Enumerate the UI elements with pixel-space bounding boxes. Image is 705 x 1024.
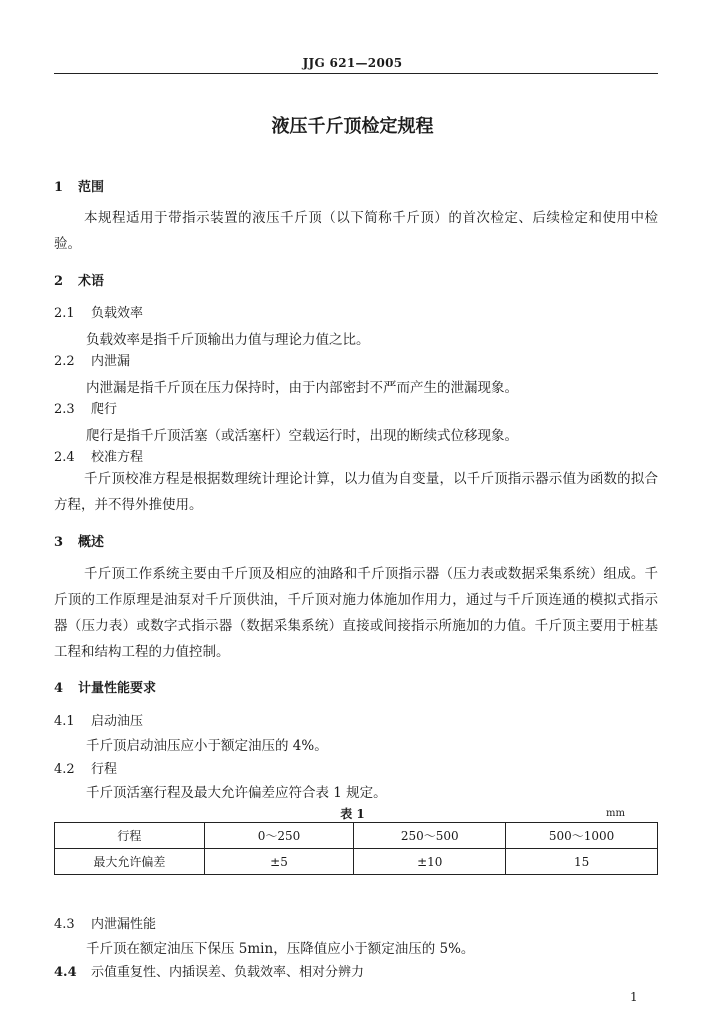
document-header: JJG 621—2005 (302, 56, 403, 70)
subsection-title: 内泄漏 (91, 354, 131, 369)
subsection-2-4-text: 千斤顶校准方程是根据数理统计理论计算，以力值为自变量，以千斤顶指示器示值为函数的拟合方程，并不得外推使用。 (54, 471, 658, 513)
section-number: 4 (54, 681, 64, 696)
subsection-2-2-heading (54, 350, 130, 369)
section-1-heading (54, 176, 104, 195)
subsection-title: 内泄漏性能 (91, 917, 157, 932)
section-title: 计量性能要求 (78, 681, 157, 696)
section-2-heading (54, 270, 104, 289)
table-cell: 0～250 (204, 823, 354, 849)
subsection-4-2-text: 千斤顶活塞行程及最大允许偏差应符合表 1 规定。 (86, 785, 387, 801)
subsection-title: 爬行 (91, 402, 118, 417)
subsection-4-4-heading (54, 961, 364, 980)
subsection-number: 4.2 (54, 762, 75, 777)
subsection-number: 4.4 (54, 965, 77, 980)
subsection-number: 2.2 (54, 354, 75, 369)
subsection-4-3-heading (54, 913, 156, 932)
subsection-title: 行程 (91, 762, 118, 777)
subsection-2-2-text: 内泄漏是指千斤顶在压力保持时，由于内部密封不严而产生的泄漏现象。 (86, 380, 518, 396)
subsection-number: 4.3 (54, 917, 75, 932)
table-cell: 15 (506, 849, 658, 875)
section-number: 1 (54, 180, 64, 195)
subsection-4-1-text: 千斤顶启动油压应小于额定油压的 4%。 (86, 738, 328, 754)
table-cell: ±10 (354, 849, 506, 875)
subsection-number: 2.1 (54, 306, 75, 321)
table-caption: 表 1 (340, 807, 365, 821)
table-row (55, 849, 658, 875)
subsection-title: 校准方程 (91, 450, 144, 465)
subsection-2-1-text: 负载效率是指千斤顶输出力值与理论力值之比。 (86, 332, 370, 348)
subsection-2-3-heading (54, 398, 117, 417)
table-cell: 250～500 (354, 823, 506, 849)
subsection-2-4-heading (54, 446, 143, 465)
subsection-4-1-heading (54, 710, 143, 729)
section-number: 2 (54, 274, 64, 289)
table-cell: 500～1000 (506, 823, 658, 849)
subsection-number: 2.4 (54, 450, 75, 465)
section-number: 3 (54, 535, 64, 550)
subsection-title: 负载效率 (91, 306, 144, 321)
subsection-number: 4.1 (54, 714, 75, 729)
table-cell: ±5 (204, 849, 354, 875)
header-rule (54, 73, 658, 74)
stroke-tolerance-table (54, 822, 658, 875)
section-1-text: 本规程适用于带指示装置的液压千斤顶（以下简称千斤顶）的首次检定、后续检定和使用中检验。 (54, 210, 658, 252)
section-3-text: 千斤顶工作系统主要由千斤顶及相应的油路和千斤顶指示器（压力表或数据采集系统）组成。千斤顶的工作原理是油泵对千斤顶供油，千斤顶对施力体施加作用力，通过与千斤顶连通的模拟式指示器（压力表）或数字式指示器（数据采集系统）直接或间接指示所施加的力值。千斤顶主要用于桩基工程和结构工程的力值控制。 (54, 566, 658, 660)
table-cell: 行程 (55, 823, 205, 849)
section-title: 范围 (78, 180, 105, 195)
page-title: 液压千斤顶检定规程 (271, 116, 434, 137)
page-number: 1 (630, 990, 638, 1004)
section-3-heading (54, 531, 104, 550)
table-unit: mm (606, 808, 625, 819)
subsection-number: 2.3 (54, 402, 75, 417)
subsection-2-1-heading (54, 302, 143, 321)
subsection-2-3-text: 爬行是指千斤顶活塞（或活塞杆）空载运行时，出现的断续式位移现象。 (86, 428, 518, 444)
subsection-4-3-text: 千斤顶在额定油压下保压 5min，压降值应小于额定油压的 5%。 (86, 941, 475, 957)
section-title: 术语 (78, 274, 105, 289)
table-row (55, 823, 658, 849)
table-cell: 最大允许偏差 (55, 849, 205, 875)
section-4-heading (54, 677, 156, 696)
section-title: 概述 (78, 535, 105, 550)
subsection-title: 启动油压 (91, 714, 144, 729)
subsection-4-2-heading (54, 758, 117, 777)
subsection-title: 示值重复性、内插误差、负载效率、相对分辨力 (91, 965, 365, 980)
